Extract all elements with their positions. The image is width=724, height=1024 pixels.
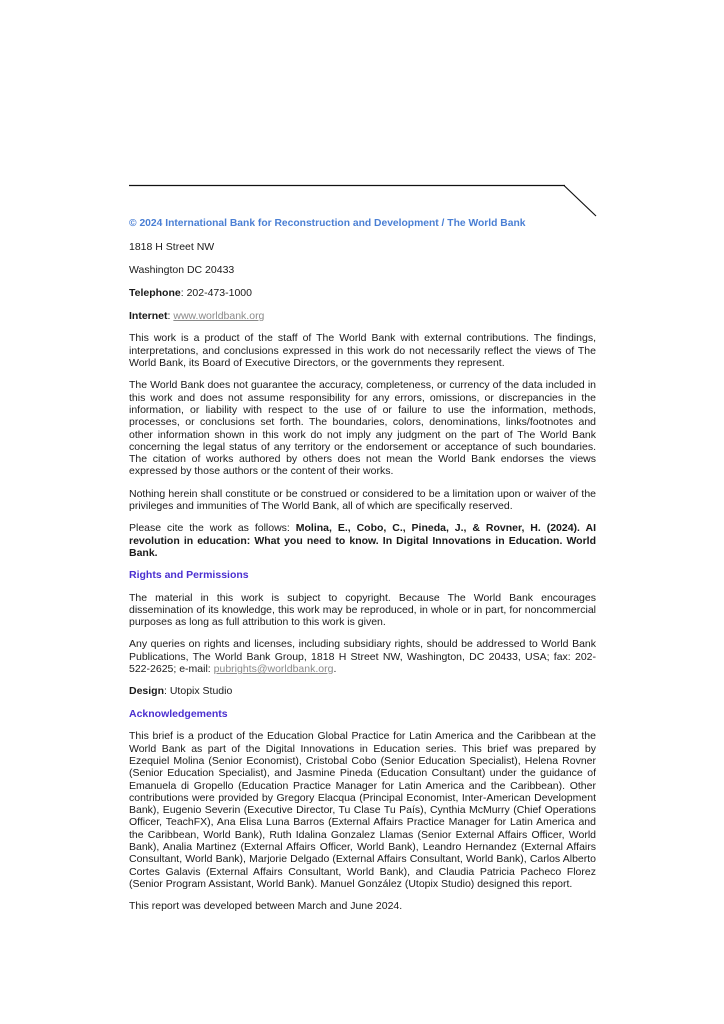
citation-text: Molina, E., Cobo, C., Pineda, J., & Rovner, H. (2024). AI revolution in education: What you need to know. In Digital Innovations in Education. World Bank. — [129, 522, 596, 559]
copyright-line: © 2024 International Bank for Reconstruction and Development / The World Bank — [129, 218, 526, 229]
address-street: 1818 H Street NW — [129, 241, 215, 254]
design-label: Design — [129, 685, 165, 698]
design-value: : Utopix Studio — [164, 685, 233, 698]
acknowledgements-heading: Acknowledgements — [129, 708, 228, 721]
acknowledgements-paragraph: This brief is a product of the Education Global Practice for Latin America and the Caribbean at the World Bank as part of the Digital Innovations in Education series. This brief was prepared by Ezequiel Molina (Senior Economist), Cristobal Cobo (Senior Education Specialist), Helena Rovner (Senior Education Specialist), and Jasmine Pineda (Education Consultant) under the guidance of Emanuela di Gropello (Education Practice Manager for Latin America and the Caribbean). Other contributions were provided by Gregory Elacqua (Principal Economist, Inter-American Development Bank), Eugenio Severin (Executive Director, Tu Clase Tu País), Cynthia McMurry (Chief Operations Officer, TeachFX), Ana Elisa Luna Barros (External Affairs Practice Manager for Latin America and the Caribbean, World Bank), Ruth Idalina Gonzalez Llamas (Senior External Affairs Officer, World Bank), Analia Martinez (External Affairs Officer, World Bank), Leandro Hernandez (External Affairs Consultant, World Bank), Marjorie Delgado (External Affairs Consultant, World Bank), Carlos Alberto Cortes Galavis (External Affairs Consultant, World Bank), and Claudia Patricia Pacheco Florez (Senior Program Assistant, World Bank). Manuel González (Utopix Studio) designed this report. — [129, 730, 596, 890]
telephone-line — [129, 287, 596, 299]
citation-paragraph — [129, 522, 596, 559]
queries-end: . — [333, 663, 337, 676]
queries-paragraph — [129, 638, 596, 675]
design-line — [129, 685, 596, 697]
product-paragraph: This work is a product of the staff of The World Bank with external contributions. The findings, interpretations, and conclusions expressed in this work do not necessarily reflect the views of The World Bank, its Board of Executive Directors, or the governments they represent. — [129, 332, 596, 370]
developed-line: This report was developed between March and June 2024. — [129, 900, 403, 913]
pubrights-email-link[interactable]: pubrights@worldbank.org — [213, 663, 334, 676]
rights-heading: Rights and Permissions — [129, 569, 249, 582]
accuracy-paragraph: The World Bank does not guarantee the accuracy, completeness, or currency of the data included in this work and does not assume responsibility for any errors, omissions, or discrepancies in the information, or liability with respect to the use of or failure to use the information, methods, processes, or conclusions set forth. The boundaries, colors, denominations, links/footnotes and other information shown in this work do not imply any judgment on the part of The World Bank concerning the legal status of any territory or the endorsement or acceptance of such boundaries. The citation of works authored by others does not mean the World Bank endorses the views expressed by those authors or the content of their works. — [129, 379, 596, 478]
worldbank-link[interactable]: www.worldbank.org — [173, 309, 265, 322]
header-rule — [0, 0, 724, 230]
internet-line — [129, 310, 596, 322]
telephone-label: Telephone — [129, 286, 181, 299]
queries-text: Any queries on rights and licenses, including subsidiary rights, should be addressed to World Bank Publications, The World Bank Group, 1818 H Street NW, Washington, DC 20433, USA; fax: 202-522-2625; e-mail: — [129, 638, 596, 676]
address-city: Washington DC 20433 — [129, 264, 235, 277]
internet-label: Internet — [129, 309, 168, 322]
telephone-value: : 202-473-1000 — [180, 286, 252, 299]
copyright-page — [129, 218, 596, 913]
citation-intro: Please cite the work as follows: — [129, 522, 296, 535]
internet-sep: : — [167, 309, 174, 322]
privileges-paragraph: Nothing herein shall constitute or be construed or considered to be a limitation upon or waiver of the privileges and immunities of The World Bank, all of which are specifically reserved. — [129, 487, 596, 513]
rights-paragraph: The material in this work is subject to copyright. Because The World Bank encourages dissemination of its knowledge, this work may be reproduced, in whole or in part, for noncommercial purposes as long as full attribution to this work is given. — [129, 591, 596, 629]
